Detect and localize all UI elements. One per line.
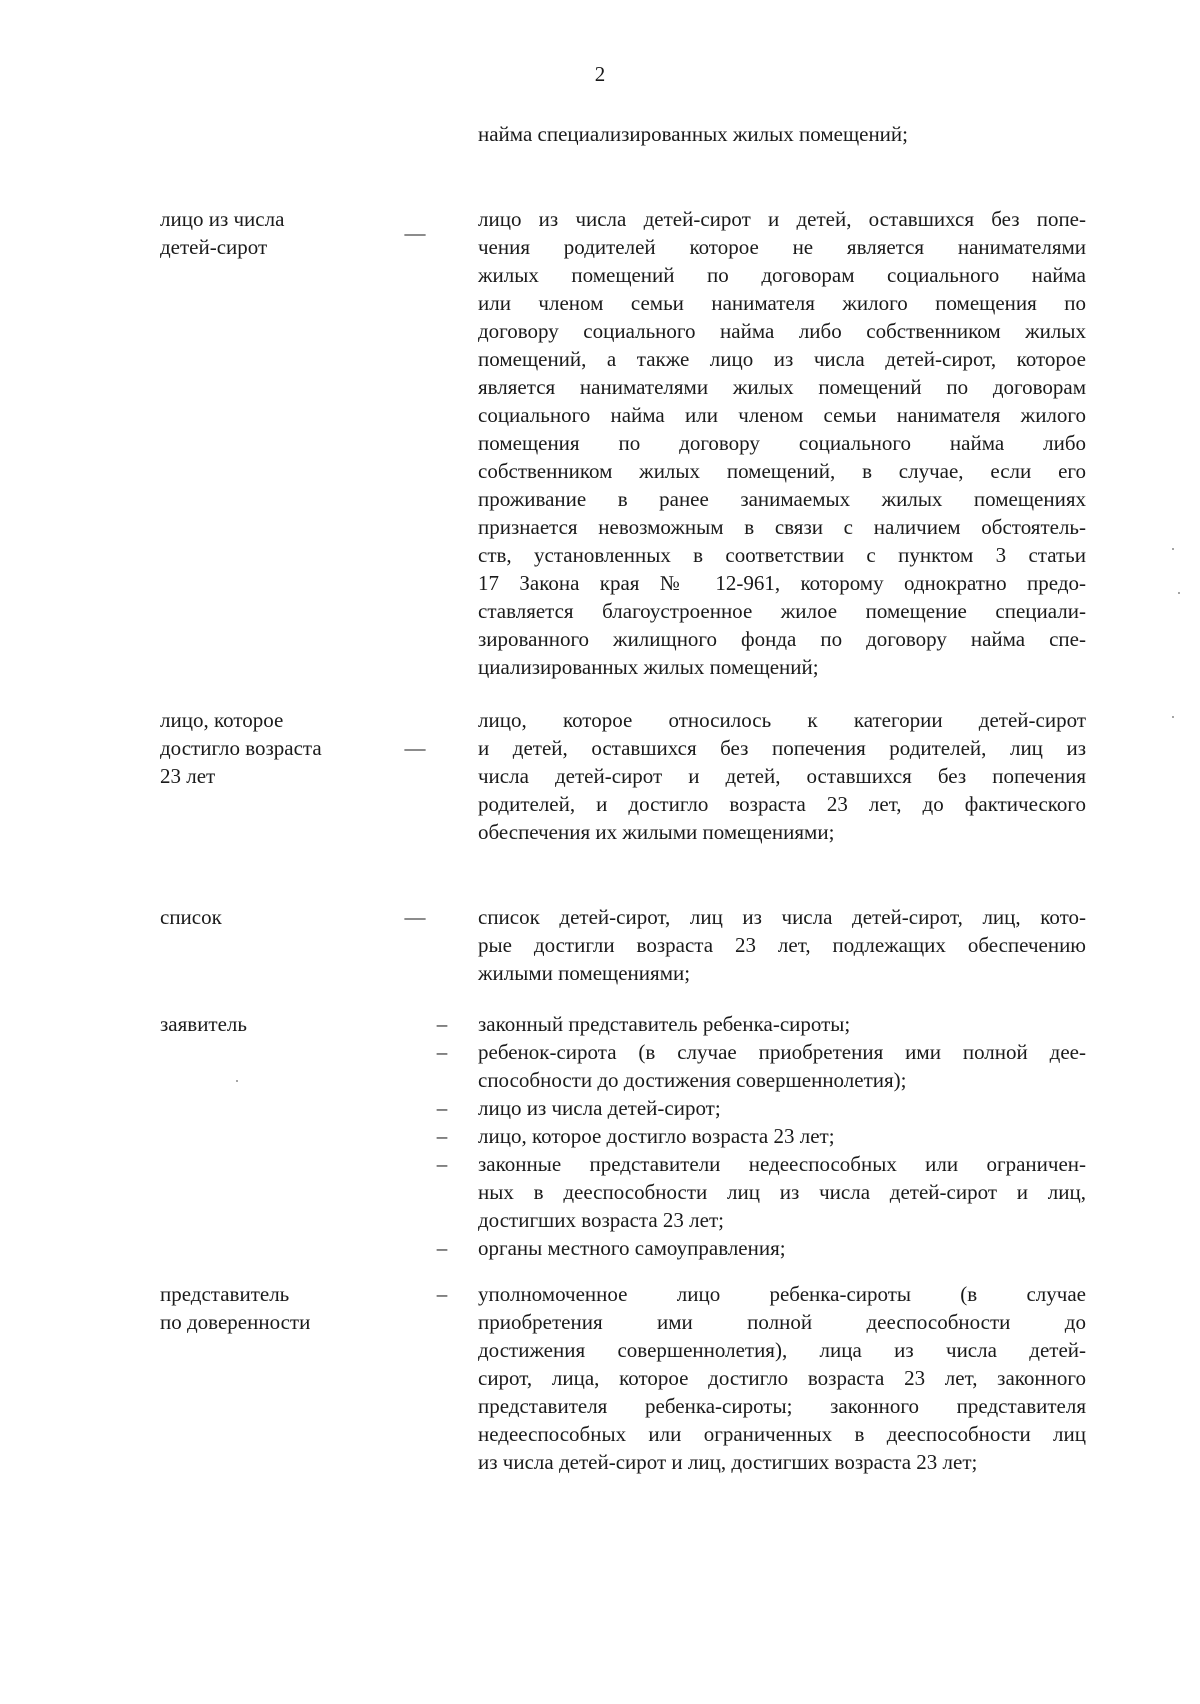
definition-dash: –: [436, 1282, 448, 1306]
list-item-line: ребенок-сирота (в случае приобретения ими полной дее-: [478, 1040, 1086, 1064]
definition-line: обеспечения их жилыми помещениями;: [478, 820, 835, 844]
definition-line: лицо, которое относилось к категории детей-сирот: [478, 708, 1086, 732]
definition-dash: —: [404, 905, 426, 929]
list-item: [0, 1150, 1200, 1234]
definition-line: собственником жилых помещений, в случае, если его: [478, 459, 1086, 483]
definition-text: [478, 205, 1086, 681]
definition-line: уполномоченное лицо ребенка-сироты (в случае: [478, 1282, 1086, 1306]
list-item: [0, 1122, 1200, 1150]
list-item-line: способности до достижения совершеннолетия);: [478, 1068, 907, 1092]
definition-line: представителя ребенка-сироты; законного представителя: [478, 1394, 1086, 1418]
list-item-line: органы местного самоуправления;: [478, 1236, 786, 1260]
list-dash: –: [436, 1040, 448, 1064]
definition-line: достижения совершеннолетия), лица из числа детей-: [478, 1338, 1086, 1362]
definition-text: [478, 706, 1086, 846]
scan-speck: [1172, 716, 1174, 718]
list-item-line: лицо, которое достигло возраста 23 лет;: [478, 1124, 835, 1148]
definition-term: лицо, которое достигло возраста 23 лет: [160, 708, 322, 788]
definition-line: договору социального найма либо собственником жилых: [478, 319, 1086, 343]
definition-line: числа детей-сирот и детей, оставшихся без попечения: [478, 764, 1086, 788]
list-dash: –: [436, 1096, 448, 1120]
list-item: [0, 1234, 1200, 1262]
definition-line: проживание в ранее занимаемых жилых помещениях: [478, 487, 1086, 511]
list-item-line: законные представители недееспособных или ограничен-: [478, 1152, 1086, 1176]
definition-line: зированного жилищного фонда по договору найма спе-: [478, 627, 1086, 651]
definition-term: список: [160, 905, 222, 929]
scan-speck: [1172, 548, 1174, 550]
scan-speck: [236, 1080, 238, 1082]
definition-line: является нанимателями жилых помещений по договорам: [478, 375, 1086, 399]
definition-line: чения родителей которое не является нанимателями: [478, 235, 1086, 259]
definition-line: родителей, и достигло возраста 23 лет, до фактического: [478, 792, 1086, 816]
scan-speck: [1178, 592, 1180, 594]
list-dash: –: [436, 1012, 448, 1036]
list-item-line: ных в дееспособности лиц из числа детей-сирот и лиц,: [478, 1180, 1086, 1204]
definition-line: и детей, оставшихся без попечения родителей, лиц из: [478, 736, 1086, 760]
definition-line: циализированных жилых помещений;: [478, 655, 819, 679]
list-item-line: лицо из числа детей-сирот;: [478, 1096, 721, 1120]
definition-line: ств, установленных в соответствии с пунктом 3 статьи: [478, 543, 1086, 567]
definition-line: рые достигли возраста 23 лет, подлежащих обеспечению: [478, 933, 1086, 957]
definition-text: [478, 1280, 1086, 1476]
definition-line: жилых помещений по договорам социального найма: [478, 263, 1086, 287]
definition-text: [478, 903, 1086, 987]
definition-line: жилыми помещениями;: [478, 961, 691, 985]
definition-line: из числа детей-сирот и лиц, достигших возраста 23 лет;: [478, 1450, 978, 1474]
list-dash: –: [436, 1124, 448, 1148]
definition-line: недееспособных или ограниченных в дееспособности лиц: [478, 1422, 1086, 1446]
definition-line: 17 Закона края № 12-961, которому однократно предо-: [478, 571, 1086, 595]
page-number: 2: [594, 62, 606, 86]
definition-term: лицо из числа детей-сирот: [160, 207, 285, 259]
list-item-line: законный представитель ребенка-сироты;: [478, 1012, 851, 1036]
definition-line: социального найма или членом семьи нанимателя жилого: [478, 403, 1086, 427]
definition-line: ставляется благоустроенное жилое помещение специали-: [478, 599, 1086, 623]
list-item: [0, 1010, 1200, 1038]
list-dash: –: [436, 1152, 448, 1176]
definition-line: или членом семьи нанимателя жилого помещения по: [478, 291, 1086, 315]
list-item: [0, 1094, 1200, 1122]
list-item-line: достигших возраста 23 лет;: [478, 1208, 724, 1232]
definition-line: сирот, лица, которое достигло возраста 23 лет, законного: [478, 1366, 1086, 1390]
definition-line: список детей-сирот, лиц из числа детей-сирот, лиц, кото-: [478, 905, 1086, 929]
definition-dash: —: [404, 221, 426, 245]
applicant-list: [0, 1010, 1200, 1262]
definition-term: представитель по доверенности: [160, 1282, 311, 1334]
list-item: [0, 1038, 1200, 1094]
definition-line: признается невозможным в связи с наличием обстоятель-: [478, 515, 1086, 539]
definition-line: приобретения ими полной дееспособности до: [478, 1310, 1086, 1334]
continuation-line: найма специализированных жилых помещений;: [478, 122, 908, 146]
definition-line: помещения по договору социального найма либо: [478, 431, 1086, 455]
list-dash: –: [436, 1236, 448, 1260]
definition-dash: —: [404, 736, 426, 760]
definition-line: лицо из числа детей-сирот и детей, оставшихся без попе-: [478, 207, 1086, 231]
definition-line: помещений, а также лицо из числа детей-сирот, которое: [478, 347, 1086, 371]
definition-term: заявитель: [160, 1012, 247, 1036]
